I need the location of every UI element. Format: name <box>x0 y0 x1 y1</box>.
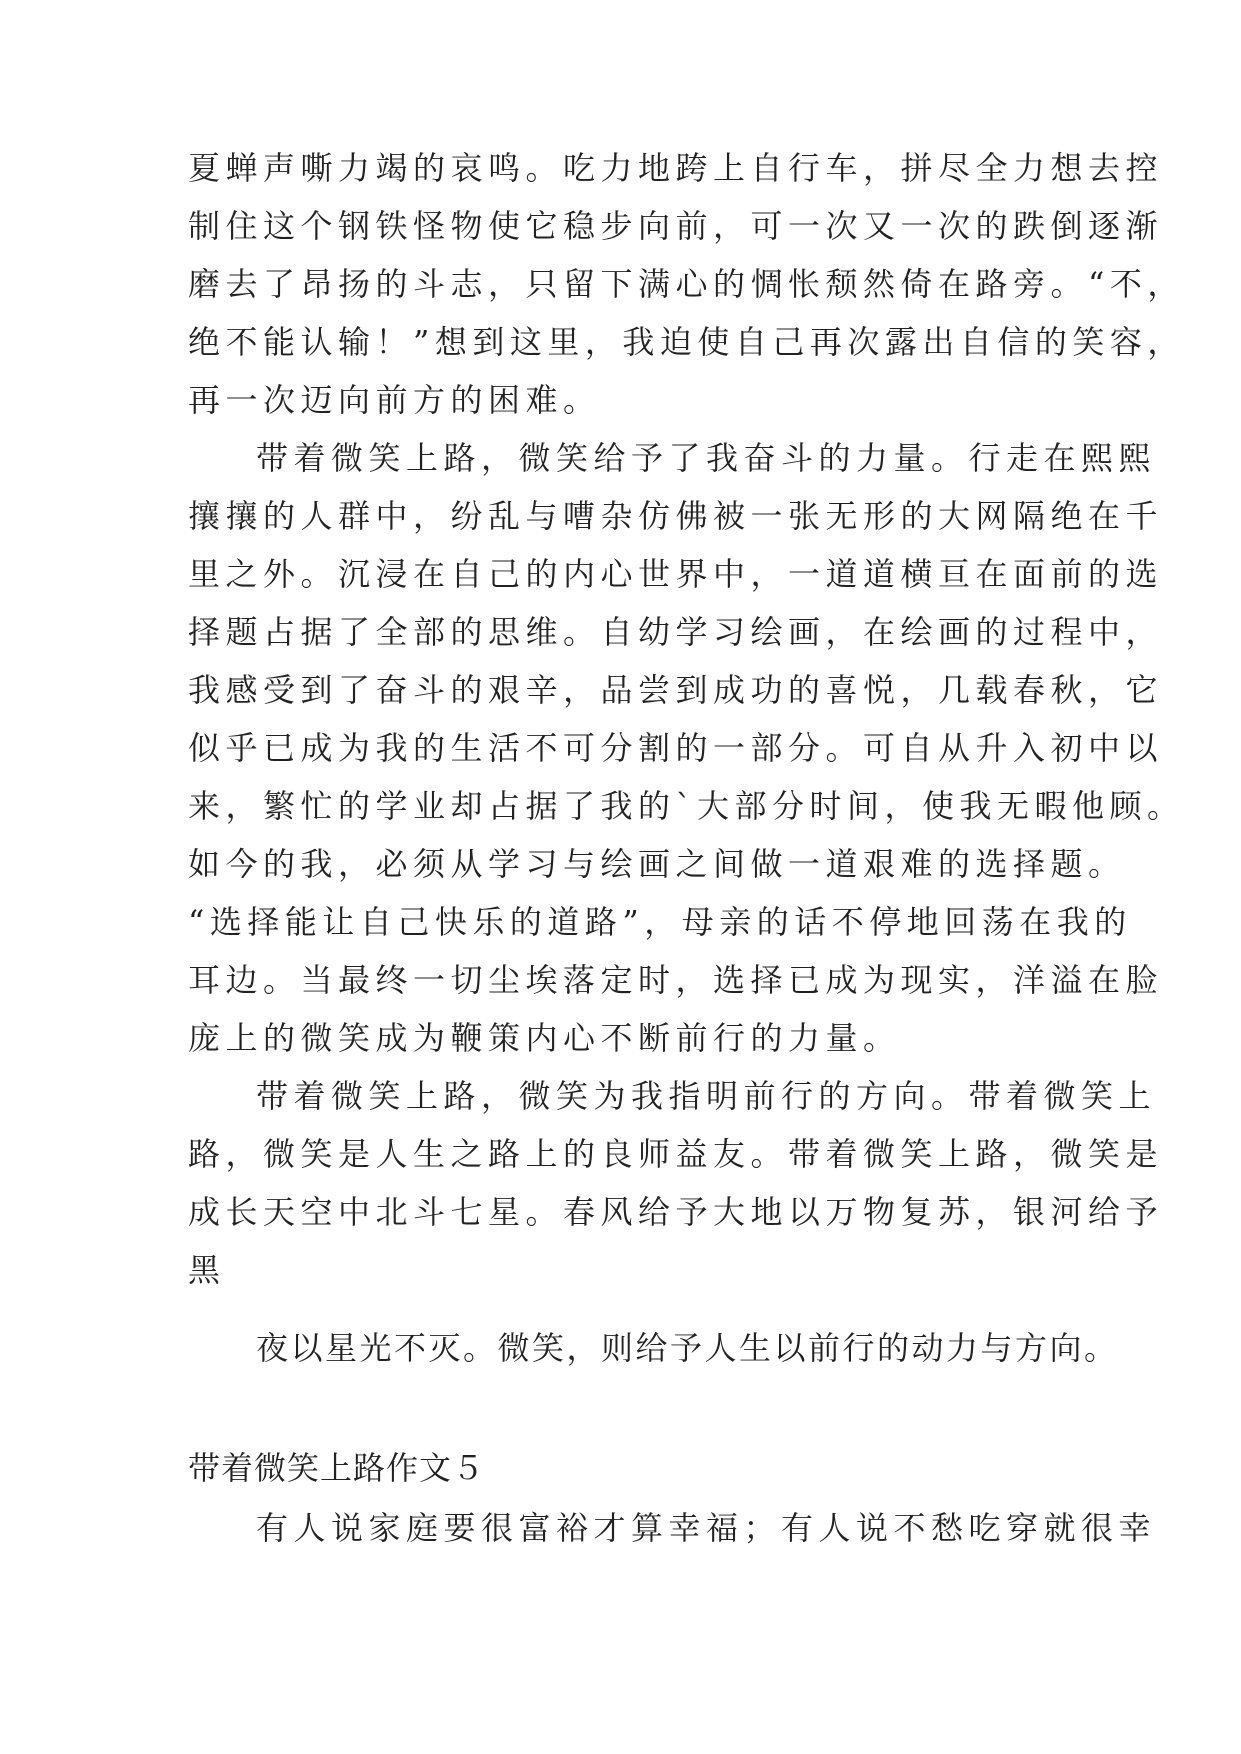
text-line: 似乎已成为我的生活不可分割的一部分。可自从升入初中以 <box>188 729 1164 767</box>
paragraph-first-line: 有人说家庭要很富裕才算幸福；有人说不愁吃穿就很幸 <box>256 1509 1157 1547</box>
text-line: 路，微笑是人生之路上的良师益友。带着微笑上路，微笑是 <box>188 1135 1164 1173</box>
text-line: 择题占据了全部的思维。自幼学习绘画，在绘画的过程中， <box>188 613 1164 651</box>
text-line: 再一次迈向前方的困难。 <box>188 381 601 419</box>
text-line: 绝不能认输！”想到这里，我迫使自己再次露出自信的笑容， <box>188 323 1185 361</box>
text-line: 我感受到了奋斗的艰辛，品尝到成功的喜悦，几载春秋，它 <box>188 671 1164 709</box>
section-heading: 带着微笑上路作文５ <box>188 1449 486 1487</box>
text-line: 夏蝉声嘶力竭的哀鸣。吃力地跨上自行车，拼尽全力想去控 <box>188 149 1164 187</box>
text-line: 如今的我，必须从学习与绘画之间做一道艰难的选择题。 <box>188 845 1126 883</box>
text-line: 庞上的微笑成为鞭策内心不断前行的力量。 <box>188 1019 901 1057</box>
paragraph-first-line: 带着微笑上路，微笑给予了我奋斗的力量。行走在熙熙 <box>256 439 1157 477</box>
text-line: 磨去了昂扬的斗志，只留下满心的惆怅颓然倚在路旁。“不， <box>188 265 1185 303</box>
text-line: 里之外。沉浸在自己的内心世界中，一道道横亘在面前的选 <box>188 555 1164 593</box>
text-line: 来，繁忙的学业却占据了我的`大部分时间，使我无暇他顾。 <box>188 787 1185 825</box>
text-line: 攘攘的人群中，纷乱与嘈杂仿佛被一张无形的大网隔绝在千 <box>188 497 1164 535</box>
paragraph-first-line: 带着微笑上路，微笑为我指明前行的方向。带着微笑上 <box>256 1077 1157 1115</box>
paragraph-first-line: 夜以星光不灭。微笑，则给予人生以前行的动力与方向。 <box>256 1329 1119 1367</box>
text-line: 成长天空中北斗七星。春风给予大地以万物复苏，银河给予 <box>188 1193 1164 1231</box>
text-line: 制住这个钢铁怪物使它稳步向前，可一次又一次的跌倒逐渐 <box>188 207 1164 245</box>
text-line: 黑 <box>188 1251 226 1289</box>
text-line: 耳边。当最终一切尘埃落定时，选择已成为现实，洋溢在脸 <box>188 961 1164 999</box>
text-line: “选择能让自己快乐的道路”，母亲的话不停地回荡在我的 <box>188 903 1132 941</box>
